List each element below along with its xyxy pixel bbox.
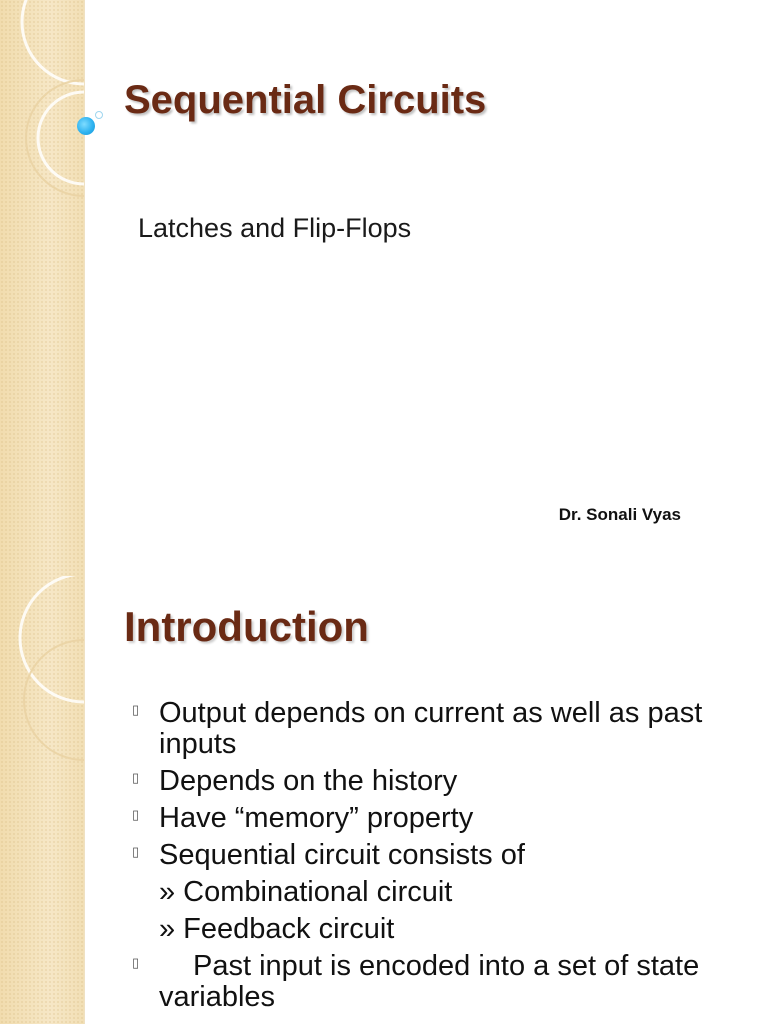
bullet-marker-icon: ▯ <box>132 955 140 970</box>
list-item <box>132 766 742 797</box>
decorative-side-band <box>0 0 85 576</box>
accent-dot-icon <box>77 117 95 135</box>
slide-title: Sequential Circuits <box>124 78 487 122</box>
list-item <box>132 877 742 908</box>
bullet-marker-icon: ▯ <box>132 770 140 785</box>
bullet-marker-icon <box>132 918 141 934</box>
bullet-marker-icon: ▯ <box>132 844 140 859</box>
bullet-marker-icon <box>132 881 141 897</box>
bullet-marker-icon: ▯ <box>132 807 140 822</box>
list-item-text: » Feedback circuit <box>159 913 395 945</box>
section-heading: Introduction <box>124 603 369 650</box>
list-item <box>132 698 742 760</box>
small-ring-icon <box>95 111 103 119</box>
list-item <box>132 914 742 945</box>
list-item <box>132 951 742 1013</box>
author-name: Dr. Sonali Vyas <box>558 505 681 524</box>
list-item-text: Sequential circuit consists of <box>159 839 525 871</box>
list-item-text: Have “memory” property <box>159 802 474 834</box>
decorative-side-band <box>0 576 85 1024</box>
slide-subtitle: Latches and Flip-Flops <box>138 213 412 243</box>
list-item-text: Depends on the history <box>159 765 458 797</box>
list-item <box>132 840 742 871</box>
list-item-text: Past input is encoded into a set of state variables <box>159 950 700 1013</box>
bullet-marker-icon: ▯ <box>132 702 140 717</box>
list-item-text: Output depends on current as well as past inputs <box>159 697 703 760</box>
introduction-slide <box>0 576 768 1024</box>
decorative-rings-icon <box>0 576 84 1024</box>
bullet-list <box>132 698 742 1019</box>
decorative-rings-icon <box>0 0 84 576</box>
list-item-text: » Combinational circuit <box>159 876 453 908</box>
list-item <box>132 803 742 834</box>
